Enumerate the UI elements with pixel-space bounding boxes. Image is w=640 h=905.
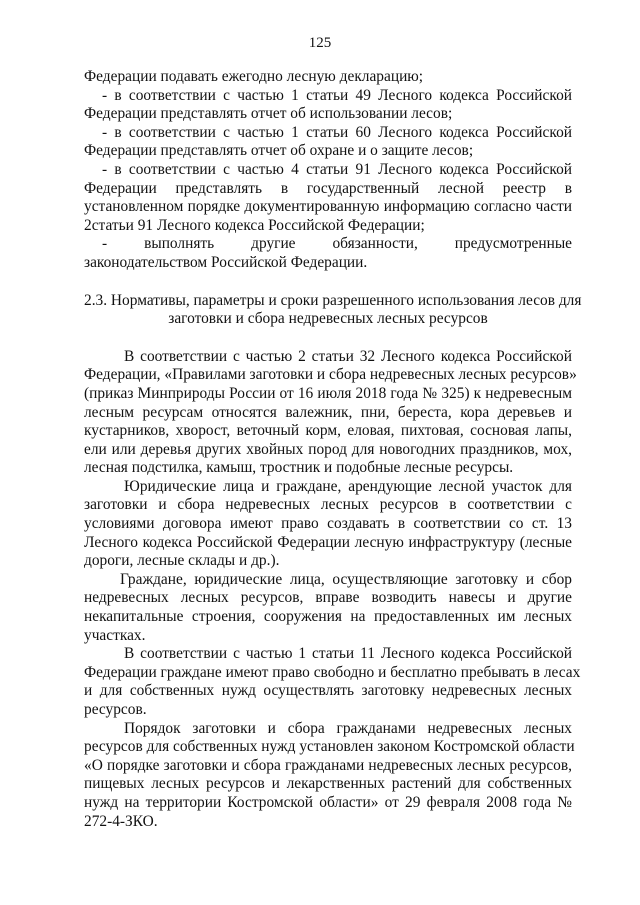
paragraph xyxy=(84,645,581,719)
text-line: Федерации подавать ежегодно лесную декларацию; xyxy=(84,68,424,85)
text-line: кустарников, хворост, веточный корм, еловая, пихтовая, сосновая лапы, xyxy=(84,422,572,440)
text-line: - в соответствии с частью 1 статьи 60 Лесного кодекса Российской xyxy=(102,123,572,141)
heading-line: заготовки и сбора недревесных лесных ресурсов xyxy=(168,310,488,328)
text-line: Лесного кодекса Российской Федерации лесную инфраструктуру (лесные xyxy=(84,533,572,551)
paragraph xyxy=(84,571,572,645)
text-line: В соответствии с частью 1 статьи 11 Лесного кодекса Российской xyxy=(124,645,572,663)
text-line: - выполнять другие обязанности, предусмотренные xyxy=(102,235,572,253)
text-line: заготовки и сбора недревесных лесных ресурсов в соответствии с xyxy=(84,496,572,514)
text-line: ели или деревья других хвойных пород для новогодних праздников, мох, xyxy=(84,440,572,458)
intro-block xyxy=(84,68,572,273)
text-line: лесным ресурсам относятся валежник, пни, береста, кора деревьев и xyxy=(84,403,572,421)
text-line: законодательством Российской Федерации. xyxy=(84,253,368,271)
text-line: участках. xyxy=(84,626,146,644)
text-line: Федерации представлять в государственный лесной реестр в xyxy=(84,179,572,197)
text-line: Юридические лица и граждане, арендующие лесной участок для xyxy=(124,477,572,495)
text-line: 2статьи 91 Лесного кодекса Российской Федерации; xyxy=(84,216,425,234)
text-line: Федерации представлять отчет об охране и о защите лесов; xyxy=(84,142,474,160)
paragraph xyxy=(84,719,575,832)
spacer xyxy=(84,329,572,348)
text-line: Федерации, «Правилами заготовки и сбора недревесных лесных ресурсов» xyxy=(84,366,577,384)
paragraph xyxy=(84,347,577,478)
text-line: «О порядке заготовки и сбора гражданами недревесных лесных ресурсов, xyxy=(84,756,572,774)
text-line: некапитальные строения, сооружения на предоставленных им лесных xyxy=(84,608,572,626)
text-line: установленном порядке документированную информацию согласно части xyxy=(84,198,572,216)
section-heading xyxy=(84,291,582,329)
text-line: недревесных лесных ресурсов, вправе возводить навесы и другие xyxy=(84,589,572,607)
text-line: пищевых лесных ресурсов и лекарственных растений для собственных xyxy=(84,775,572,793)
text-line: нужд на территории Костромской области» от 29 февраля 2008 года № xyxy=(84,793,572,811)
text-line: ресурсов. xyxy=(84,701,147,718)
spacer xyxy=(84,273,572,292)
text-line: Федерации представлять отчет об использовании лесов; xyxy=(84,105,453,123)
page-number: 125 xyxy=(308,35,332,51)
text-line: В соответствии с частью 2 статьи 32 Лесного кодекса Российской xyxy=(124,347,572,365)
paragraph xyxy=(84,478,572,571)
text-line: 272-4-ЗКО. xyxy=(84,812,158,830)
document-body xyxy=(84,68,582,831)
text-line: условиями договора имеют право создавать в соответствии со ст. 13 xyxy=(84,515,572,533)
text-line: и для собственных нужд осуществлять заготовку недревесных лесных xyxy=(84,682,572,700)
text-line: ресурсов для собственных нужд установлен законом Костромской области xyxy=(84,738,575,756)
text-line: лесная подстилка, камыш, тростник и подобные лесные ресурсы. xyxy=(84,459,514,477)
text-line: - в соответствии с частью 1 статьи 49 Лесного кодекса Российской xyxy=(102,86,572,104)
text-line: (приказ Минприроды России от 16 июля 2018 года № 325) к недревесным xyxy=(84,384,572,402)
text-line: Граждане, юридические лица, осуществляющие заготовку и сбор xyxy=(120,570,572,588)
text-line: - в соответствии с частью 4 статьи 91 Лесного кодекса Российской xyxy=(102,160,572,178)
text-line: дороги, лесные склады и др.). xyxy=(84,552,280,570)
text-line: Порядок заготовки и сбора гражданами недревесных лесных xyxy=(124,719,572,737)
text-line: Федерации граждане имеют право свободно и бесплатно пребывать в лесах xyxy=(84,663,581,681)
heading-line: 2.3. Нормативы, параметры и сроки разрешенного использования лесов для xyxy=(84,291,582,309)
